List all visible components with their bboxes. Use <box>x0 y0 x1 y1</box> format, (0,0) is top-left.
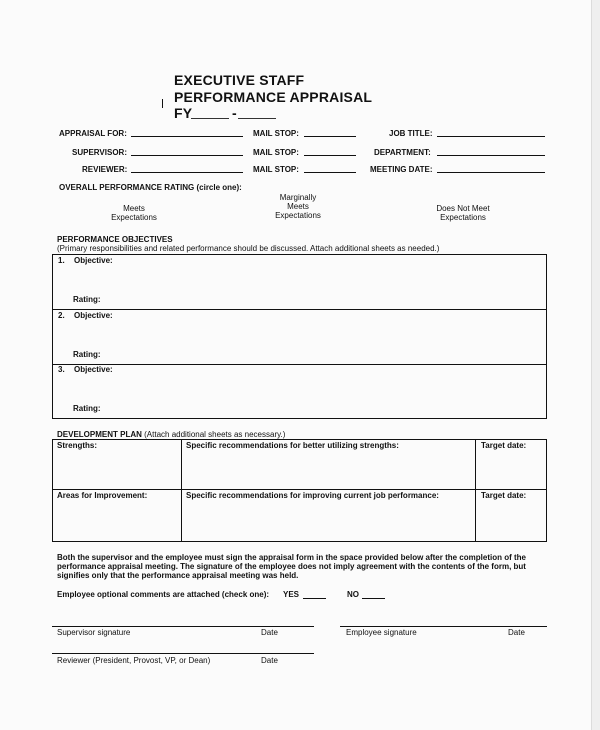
no-checkbox-field[interactable] <box>362 598 385 599</box>
yes-checkbox-field[interactable] <box>303 598 326 599</box>
yes-label: YES <box>283 590 300 599</box>
mail-stop-field[interactable] <box>304 136 356 137</box>
supervisor-signature-field[interactable] <box>52 626 314 627</box>
mail-stop-label-3: MAIL STOP: <box>253 165 299 174</box>
appraisal-for-field[interactable] <box>131 136 243 137</box>
signature-notice <box>57 553 526 580</box>
supervisor-label: SUPERVISOR: <box>72 148 127 157</box>
rating-option-marginally-line2: Meets <box>287 202 309 211</box>
signature-notice-line1: Both the supervisor and the employee must sign the appraisal form in the space provided below after the completion of the <box>57 553 526 562</box>
fiscal-year-label: FY <box>174 105 193 121</box>
objective-1-number: 1. <box>58 256 65 265</box>
reviewer-label: REVIEWER: <box>82 165 128 174</box>
appraisal-for-label: APPRAISAL FOR: <box>59 129 127 138</box>
rating-option-marginally-line1: Marginally <box>279 193 317 202</box>
job-title-label: JOB TITLE: <box>389 129 433 138</box>
objectives-note: (Primary responsibilities and related performance should be discussed. Attach additional sheets as needed.) <box>57 244 440 253</box>
rating-option-does-not-meet-line2: Expectations <box>440 213 486 222</box>
meeting-date-field[interactable] <box>437 172 545 173</box>
mail-stop-label: MAIL STOP: <box>253 129 299 138</box>
employee-signature-field[interactable] <box>340 626 547 627</box>
fy-separator: - <box>232 105 237 121</box>
fy-end-field[interactable] <box>238 118 276 119</box>
rating-option-meets-line1: Meets <box>123 204 145 213</box>
development-divider <box>52 489 547 490</box>
objectives-divider <box>52 364 547 365</box>
rating-option-meets[interactable] <box>99 204 169 222</box>
employee-signature-label: Employee signature <box>346 628 417 637</box>
objective-1-label[interactable]: Objective: <box>74 256 113 265</box>
reviewer-date-label: Date <box>261 656 278 665</box>
mail-stop-field-2[interactable] <box>304 155 356 156</box>
development-heading-row <box>57 430 285 439</box>
objective-2-label[interactable]: Objective: <box>74 311 113 320</box>
development-col-divider <box>181 439 182 542</box>
improvement-target-date-label: Target date: <box>481 491 527 500</box>
mail-stop-label-2: MAIL STOP: <box>253 148 299 157</box>
development-col-divider <box>475 439 476 542</box>
form-title-line1: EXECUTIVE STAFF <box>174 72 305 88</box>
mail-stop-field-3[interactable] <box>304 172 356 173</box>
strengths-target-date-label: Target date: <box>481 441 527 450</box>
strengths-recs-label: Specific recommendations for better utilizing strengths: <box>186 441 399 450</box>
comments-question: Employee optional comments are attached (check one): <box>57 590 270 599</box>
reviewer-field[interactable] <box>131 172 243 173</box>
objective-2-number: 2. <box>58 311 65 320</box>
objective-3-label[interactable]: Objective: <box>74 365 113 374</box>
objectives-table <box>52 254 547 419</box>
rating-option-does-not-meet-line1: Does Not Meet <box>436 204 490 213</box>
rating-option-marginally-line3: Expectations <box>275 211 321 220</box>
objective-3-number: 3. <box>58 365 65 374</box>
reviewer-signature-label: Reviewer (President, Provost, VP, or Dean) <box>57 656 211 665</box>
form-title-line2: PERFORMANCE APPRAISAL <box>174 89 373 105</box>
signature-notice-line3: signifies only that the performance appraisal meeting was held. <box>57 571 299 580</box>
improvement-label: Areas for Improvement: <box>57 491 148 500</box>
objectives-divider <box>52 309 547 310</box>
rating-option-meets-line2: Expectations <box>111 213 157 222</box>
department-field[interactable] <box>437 155 545 156</box>
margin-mark <box>162 99 163 108</box>
reviewer-signature-field[interactable] <box>52 653 314 654</box>
page-edge <box>591 0 600 730</box>
rating-option-marginally[interactable] <box>263 193 333 220</box>
supervisor-field[interactable] <box>131 155 243 156</box>
job-title-field[interactable] <box>437 136 545 137</box>
meeting-date-label: MEETING DATE: <box>370 165 433 174</box>
rating-option-does-not-meet[interactable] <box>423 204 503 222</box>
objective-2-rating[interactable]: Rating: <box>73 350 101 359</box>
objective-3-rating[interactable]: Rating: <box>73 404 101 413</box>
signature-notice-line2: performance appraisal meeting. The signature of the employee does not imply agreement with the contents of the form, but <box>57 562 526 571</box>
objectives-heading: PERFORMANCE OBJECTIVES <box>57 235 173 244</box>
development-note: (Attach additional sheets as necessary.) <box>144 430 286 439</box>
objective-1-rating[interactable]: Rating: <box>73 295 101 304</box>
supervisor-date-label: Date <box>261 628 278 637</box>
development-heading: DEVELOPMENT PLAN <box>57 430 142 439</box>
strengths-label: Strengths: <box>57 441 97 450</box>
fy-start-field[interactable] <box>191 118 229 119</box>
department-label: DEPARTMENT: <box>374 148 431 157</box>
employee-date-label: Date <box>508 628 525 637</box>
overall-rating-heading: OVERALL PERFORMANCE RATING (circle one): <box>59 183 242 192</box>
improvement-recs-label: Specific recommendations for improving current job performance: <box>186 491 439 500</box>
no-label: NO <box>347 590 359 599</box>
supervisor-signature-label: Supervisor signature <box>57 628 131 637</box>
